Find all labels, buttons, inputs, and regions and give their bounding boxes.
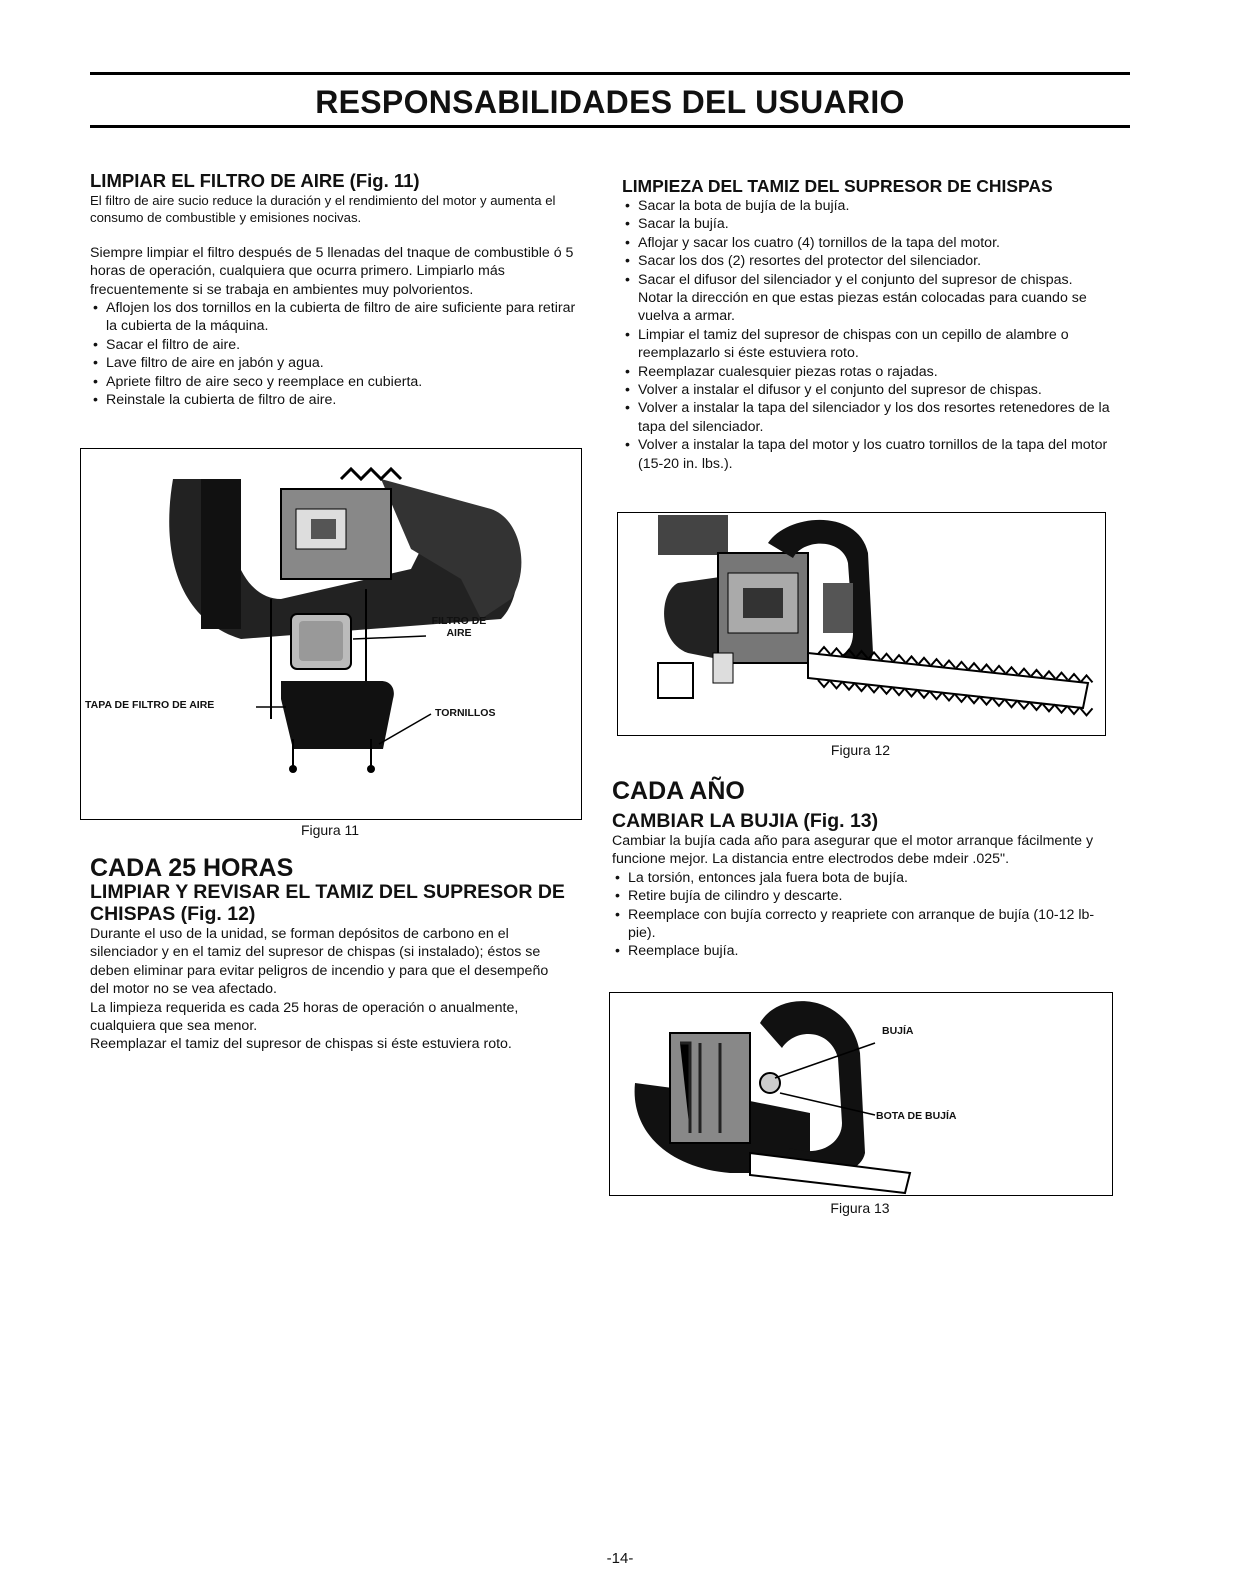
list-item: • Sacar el difusor del silenciador y el conjunto del supresor de chispas. Notar la dirección en que estas piezas están colocadas para cuando se vuelva a armar. — [622, 271, 1110, 326]
every-25-paragraph-1: Durante el uso de la unidad, se forman depósitos de carbono en el silenciador y en el tamiz del supresor de chispas (si instalado); éstos se deben eliminar para evitar peligros de incendio y para que el desempeño del motor no se vea afectado. — [90, 926, 549, 998]
label-air-filter: FILTRO DE AIRE — [431, 615, 487, 639]
spark-arrester-steps — [622, 197, 1110, 473]
figure-13-illustration — [610, 993, 1112, 1195]
label-spark-plug: BUJÍA — [882, 1025, 914, 1037]
list-item: • La torsión, entonces jala fuera bota de bujía. — [612, 869, 1112, 887]
label-air-filter-cover: TAPA DE FILTRO DE AIRE — [85, 699, 215, 711]
air-filter-steps — [90, 299, 586, 409]
list-item: • Volver a instalar la tapa del motor y los cuatro tornillos de la tapa del motor (15-20 in. lbs.). — [622, 436, 1110, 473]
list-item: • Apriete filtro de aire seco y reemplace en cubierta. — [90, 373, 586, 391]
title-rule-top — [90, 72, 1130, 75]
every-year-heading: CADA AÑO — [612, 777, 745, 805]
list-item: • Aflojar y sacar los cuatro (4) tornillos de la tapa del motor. — [622, 234, 1110, 252]
list-item: • Reemplazar cualesquier piezas rotas o rajadas. — [622, 363, 1110, 381]
list-item: • Sacar el filtro de aire. — [90, 336, 586, 354]
every-25-hours-section — [90, 855, 570, 1054]
list-item: • Sacar los dos (2) resortes del protector del silenciador. — [622, 252, 1110, 270]
list-item: • Retire bujía de cilindro y descarte. — [612, 887, 1112, 905]
spark-arrester-heading: LIMPIEZA DEL TAMIZ DEL SUPRESOR DE CHISPAS — [622, 176, 1053, 196]
title-rule-bottom — [90, 125, 1130, 128]
figure-12 — [617, 512, 1106, 736]
figure-13 — [609, 992, 1113, 1196]
spark-arrester-check-heading: LIMPIAR Y REVISAR EL TAMIZ DEL SUPRESOR DE CHISPAS (Fig. 12) — [90, 881, 565, 925]
change-spark-plug-heading: CAMBIAR LA BUJIA (Fig. 13) — [612, 810, 879, 832]
air-filter-heading: LIMPIAR EL FILTRO DE AIRE (Fig. 11) — [90, 170, 420, 191]
figure-11-illustration — [81, 449, 581, 819]
air-filter-section — [90, 170, 586, 409]
every-25-paragraph-3: Reemplazar el tamiz del supresor de chispas si éste estuviera roto. — [90, 1036, 512, 1053]
label-screws: TORNILLOS — [435, 707, 496, 719]
figure-11-caption: Figura 11 — [300, 822, 360, 838]
list-item: • Reemplace con bujía correcto y reapriete con arranque de bujía (10-12 lb-pie). — [612, 906, 1112, 943]
spark-arrester-section — [622, 175, 1110, 473]
every-25-paragraph-2: La limpieza requerida es cada 25 horas de operación o anualmente, cualquiera que sea menor. — [90, 999, 519, 1035]
every-25-hours-heading: CADA 25 HORAS — [90, 854, 294, 882]
spark-plug-steps — [612, 869, 1112, 961]
every-year-intro: Cambiar la bujía cada año para asegurar que el motor arranque fácilmente y funcione mejor. La distancia entre electrodos debe mdeir .025". — [612, 833, 1094, 868]
page-title: RESPONSABILIDADES DEL USUARIO — [315, 84, 905, 120]
air-filter-paragraph: Siempre limpiar el filtro después de 5 llenadas del tnaque de combustible ó 5 horas de operación, cualquiera que ocurra primero. Limpiarlo más frecuentemente si se trabaja en ambientes muy polvorientos. — [90, 244, 574, 298]
label-spark-plug-boot: BOTA DE BUJÍA — [876, 1110, 957, 1122]
figure-12-caption: Figura 12 — [830, 742, 891, 758]
figure-13-caption: Figura 13 — [830, 1200, 890, 1216]
list-item: • Sacar la bota de bujía de la bujía. — [622, 197, 1110, 215]
list-item: • Aflojen los dos tornillos en la cubierta de filtro de aire suficiente para retirar la cubierta de la máquina. — [90, 299, 586, 336]
list-item: • Volver a instalar la tapa del silenciador y los dos resortes retenedores de la tapa del silenciador. — [622, 399, 1110, 436]
page-number: -14- — [606, 1550, 634, 1567]
list-item: • Lave filtro de aire en jabón y agua. — [90, 354, 586, 372]
list-item: • Sacar la bujía. — [622, 215, 1110, 233]
every-year-section — [612, 778, 1112, 961]
figure-12-illustration — [618, 513, 1105, 735]
list-item: • Volver a instalar el difusor y el conjunto del supresor de chispas. — [622, 381, 1110, 399]
air-filter-intro: El filtro de aire sucio reduce la duración y el rendimiento del motor y aumenta el consumo de combustible y emisiones nocivas. — [90, 193, 556, 226]
list-item: • Reinstale la cubierta de filtro de aire. — [90, 391, 586, 409]
figure-11 — [80, 448, 582, 820]
list-item: • Limpiar el tamiz del supresor de chispas con un cepillo de alambre o reemplazarlo si éste estuviera roto. — [622, 326, 1110, 363]
list-item: • Reemplace bujía. — [612, 942, 1112, 960]
